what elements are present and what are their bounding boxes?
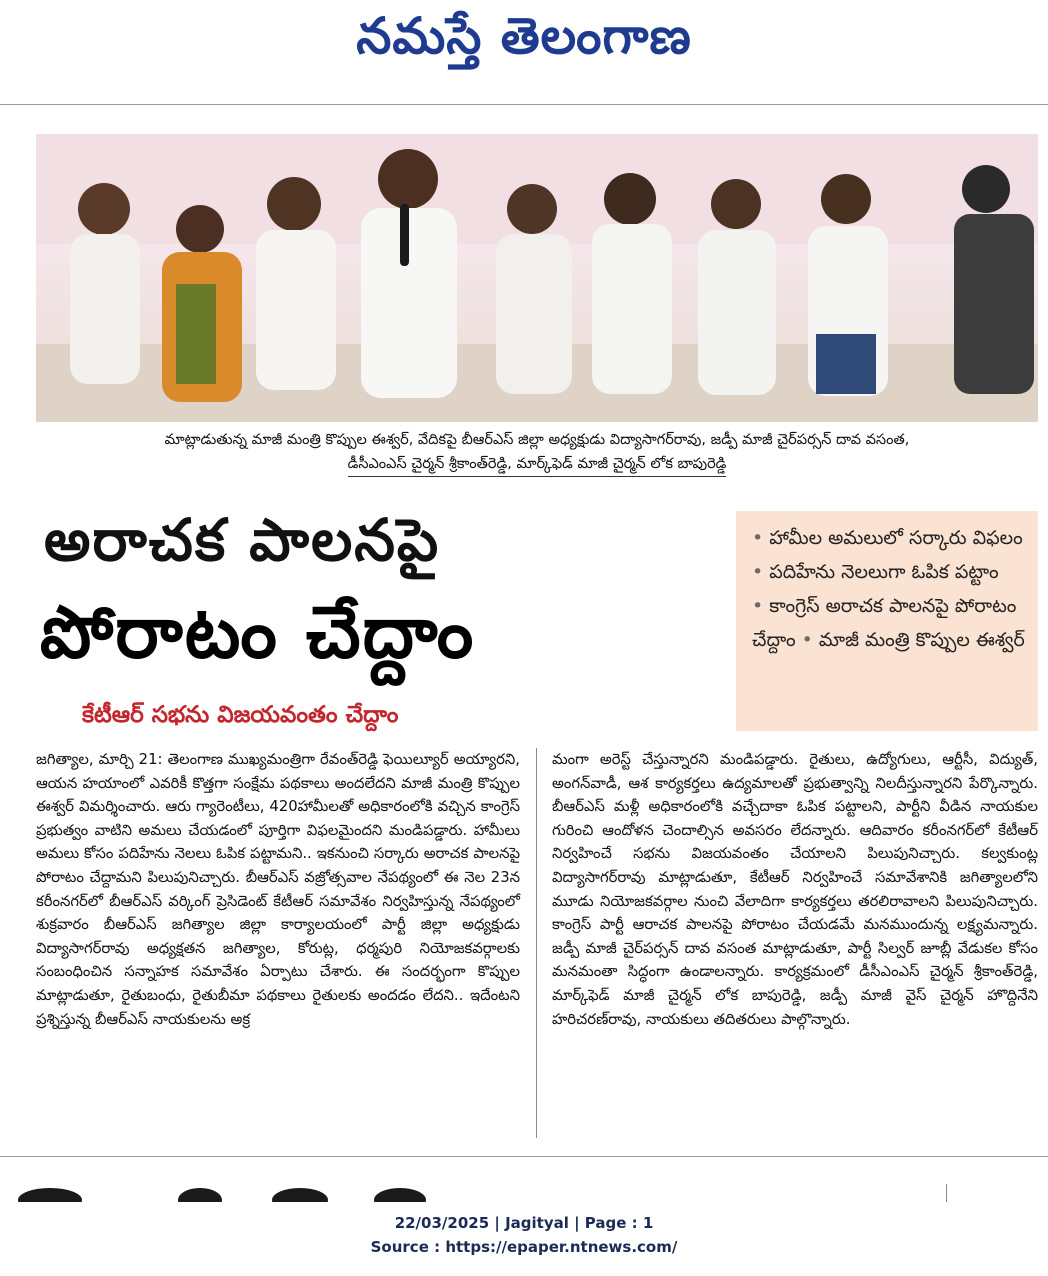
sub-headline: కేటీఆర్ సభను విజయవంతం చేద్దాం [82,702,399,728]
bullet-icon: • [752,595,764,617]
next-article-fragment [0,1184,1048,1202]
masthead-divider [0,104,1048,105]
highlight-item-4: మాజీ మంత్రి కొప్పుల ఈశ్వర్ [818,629,1025,651]
caption-line-1: మాట్లాడుతున్న మాజీ మంత్రి కొప్పుల ఈశ్వర్, వేదికపై బీఆర్ఎస్ జిల్లా అధ్యక్షుడు విద్యాసాగర్‌రావు, జడ్పీ మాజీ చైర్‌పర్సన్ దావ వసంత, [164,432,910,448]
masthead [0,0,1048,104]
column-divider [536,748,537,1138]
bullet-icon: • [752,561,764,583]
group-photo-illustration [36,134,1038,422]
footer-source-link[interactable]: Source : https://epaper.ntnews.com/ [370,1238,678,1256]
highlight-item-3: కాంగ్రెస్ అరాచక పాలనపై పోరాటం చేద్దాం [752,595,1017,651]
next-article-strip [0,1184,1048,1202]
highlights-box [736,511,1038,731]
highlight-item-2: పదిహేను నెలలుగా ఓపిక పట్టాం [769,561,999,583]
newspaper-logo: నమస్తే తెలంగాణ [356,6,692,65]
article-column-right: మంగా అరెస్ట్ చేస్తున్నారని మండిపడ్డారు. రైతులు, ఉద్యోగులు, ఆర్టీసీ, విద్యుత్, అంగన్‌వాడీ, ఆశ కార్యకర్తలు ఉద్యమాలతో ప్రభుత్వాన్ని నిలదీస్తున్నారని పేర్కొన్నారు. బీఆర్ఎస్ మళ్లీ అధికారంలోకి వచ్చేదాకా ఓపిక పట్టాలని, పార్టీని వీడిన నాయకుల గురించి ఆందోళన చెందాల్సిన అవసరం లేదన్నారు. ఆదివారం కరీంనగర్‌లో కేటీఆర్ నిర్వహించే సభను విజయవంతం చేయాలని పిలుపునిచ్చారు. కల్వకుంట్ల విద్యాసాగర్‌రావు మాట్లాడుతూ, కేటీఆర్ నిర్వహించే సమావేశానికి జగిత్యాలలోని మూడు నియోజకవర్గాల నుంచి వేలాదిగా కార్యకర్తలు తరలిరావాలని పిలుపునిచ్చారు. కాంగ్రెస్ పార్టీ ఆరాచక పాలనపై పోరాటం చేయడమే మనముందున్న లక్ష్యమన్నారు. జడ్పీ మాజీ చైర్‌పర్సన్ దావ వసంత మాట్లాడుతూ, పార్టీ సిల్వర్ జూబ్లీ వేడుకల కోసం మనమంతా సిద్ధంగా ఉండాలన్నారు. కార్యక్రమంలో డీసీఎంఎస్ చైర్మన్ శ్రీకాంత్‌రెడ్డి, మార్క్‌ఫెడ్ మాజీ చైర్మన్ లోక బాపురెడ్డి, జడ్పీ మాజీ వైస్ చైర్మన్ హొద్దినేని హరిచరణ్‌రావు, నాయకులు తదితరులు పాల్గొన్నారు. [552,751,1038,1028]
photo-caption [36,428,1038,477]
caption-line-2: డీసీఎంఎస్ చైర్మన్ శ్రీకాంత్‌రెడ్డి, మార్క్‌ఫెడ్ మాజీ చైర్మన్ లోక బాపురెడ్డి [348,452,727,477]
highlight-item-1: హామీల అమలులో సర్కారు విఫలం [769,527,1023,549]
news-photo [36,134,1038,422]
bullet-icon: • [801,629,813,651]
article-column-left: జగిత్యాల, మార్చి 21: తెలంగాణ ముఖ్యమంత్రిగా రేవంత్‌రెడ్డి ఫెయిల్యూర్ అయ్యారని, ఆయన హయాంలో ఎవరికీ కొత్తగా సంక్షేమ పథకాలు అందలేదని మాజీ మంత్రి కొప్పుల ఈశ్వర్ విమర్శించారు. ఆరు గ్యారెంటీలు, 420హామీలతో అధికారంలోకి వచ్చిన కాంగ్రెస్ ప్రభుత్వం వాటిని అమలు చేయడంలో పూర్తిగా విఫలమైందని మండిపడ్డారు. హామీలు అమలు కోసం పదిహేను నెలలు ఓపిక పట్టామని.. ఇకనుంచి సర్కారు అరాచక పాలనపై పోరాటం చేద్దామని పిలుపునిచ్చారు. బీఆర్ఎస్ వజ్రోత్సవాల నేపథ్యంలో ఈ నెల 23న కరీంనగర్‌లో బీఆర్ఎస్ వర్కింగ్ ప్రెసిడెంట్ కేటీఆర్ సమావేశం నిర్వహిస్తున్న నేపథ్యంలో శుక్రవారం బీఆర్ఎస్ జగిత్యాల జిల్లా కార్యాలయంలో పార్టీ జిల్లా అధ్యక్షుడు విద్యాసాగర్‌రావు అధ్యక్షతన జగిత్యాల, కోరుట్ల, ధర్మపురి నియోజకవర్గాలకు సంబంధించిన సన్నాహక సమావేశం ఏర్పాటు చేశారు. ఈ సందర్భంగా కొప్పుల మాట్లాడుతూ, రైతుబంధు, రైతుబీమా పథకాలు రైతులకు అందడం లేదని.. ఇదేంటని ప్రశ్నిస్తున్న బీఆర్ఎస్ నాయకులను అక్ర [36,751,520,1028]
bullet-icon: • [752,527,764,549]
bottom-divider [0,1156,1048,1157]
headline-line-2: పోరాటం చేద్దాం [40,590,476,674]
footer-date-edition: 22/03/2025 | Jagityal | Page : 1 [394,1214,654,1232]
headline-line-1: అరాచక పాలనపై [44,506,441,574]
